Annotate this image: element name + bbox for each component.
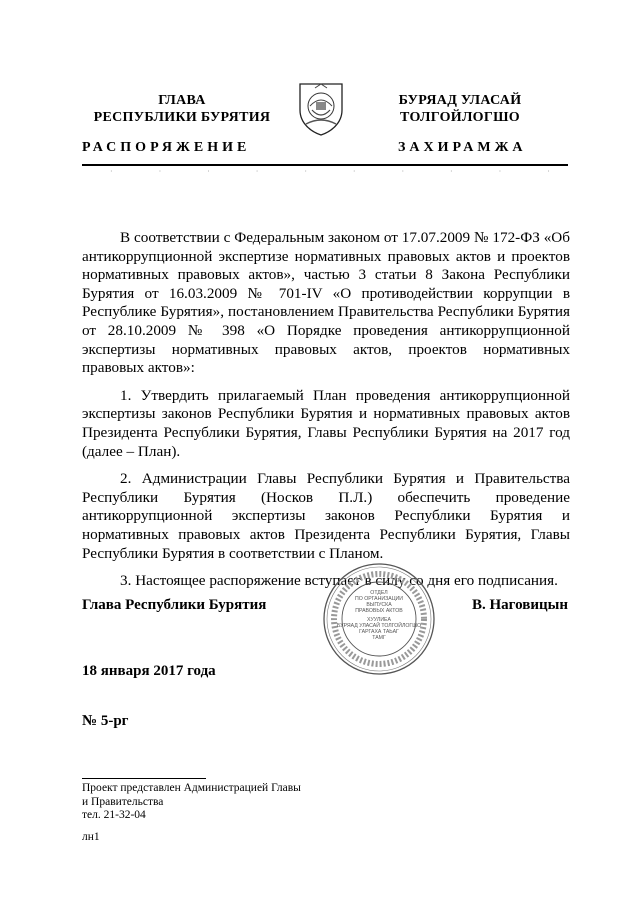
header-left-line1: ГЛАВА [158, 93, 206, 108]
svg-text:ВЫПУСКА: ВЫПУСКА [366, 602, 392, 608]
coat-of-arms-icon [296, 80, 346, 136]
header-right-line2: ТОЛГОЙЛОГШО [400, 110, 520, 125]
footer-line-3: тел. 21-32-04 [82, 809, 146, 821]
header-right-line1: БУРЯАД УЛАСАЙ [398, 93, 522, 108]
svg-text:ХУУЛИЕА: ХУУЛИЕА [367, 617, 391, 623]
header-divider [82, 164, 568, 166]
header-left-line2: РЕСПУБЛИКИ БУРЯТИЯ [93, 110, 271, 125]
footer-rule [82, 778, 206, 779]
item-3-paragraph: 3. Настоящее распоряжение вступает в силу со дня его подписания. [120, 572, 558, 590]
signatory-name: В. Наговицын [472, 597, 568, 613]
footer-line-1: Проект представлен Администрацией Главы [82, 782, 301, 794]
item-2-paragraph: 2. Администрации Главы Республики Бурятия и Правительства Республики Бурятия (Носков П.Л.) обеспечить проведение антикоррупционной экспертизы законов Республики Бурятия и нормативных правовых актов Президента Республики Бурятия, Главы Республики Бурятия в соответствии с Планом. [82, 470, 570, 562]
svg-text:ПО ОРГАНИЗАЦИИ: ПО ОРГАНИЗАЦИИ [355, 596, 403, 602]
document-number: № 5-рг [82, 713, 129, 729]
form-dotted-line: · · · · · · · · · · [110, 167, 550, 176]
official-stamp-icon [322, 562, 436, 676]
svg-text:ТАМГ: ТАМГ [372, 635, 386, 641]
header-right-title [360, 92, 560, 126]
svg-text:ПРАВОВЫХ АКТОВ: ПРАВОВЫХ АКТОВ [355, 608, 403, 614]
header-left-title [82, 92, 282, 126]
doc-type-bur: ЗАХИРАМЖА [398, 140, 527, 155]
svg-text:ГАРГАХА ТАЬАГ: ГАРГАХА ТАЬАГ [359, 629, 399, 635]
footer-line-4: лн1 [82, 830, 100, 843]
svg-text:БУРЯАД УЛАСАЙ ТОЛГОЙЛОГШО: БУРЯАД УЛАСАЙ ТОЛГОЙЛОГШО [336, 623, 422, 629]
svg-text:ОТДЕЛ: ОТДЕЛ [370, 590, 388, 596]
preamble-paragraph: В соответствии с Федеральным законом от 17.07.2009 № 172-ФЗ «Об антикоррупционной экспертизе нормативных правовых актов и проектов нормативных правовых актов», частью 3 статьи 8 Закона Республики Бурятия от 16.03.2009 № 701-IV «О противодействии коррупции в Республике Бурятия», постановлением Правительства Республики Бурятия от 28.10.2009 № 398 «О Порядке проведения антикоррупционной экспертизы нормативных правовых актов, проектов нормативных правовых актов»: [82, 229, 570, 377]
footer-line-2: и Правительства [82, 795, 164, 808]
document-date: 18 января 2017 года [82, 663, 216, 679]
item-1-paragraph: 1. Утвердить прилагаемый План проведения антикоррупционной экспертизы законов Республики Бурятия и нормативных правовых актов Президента Республики Бурятия, Главы Республики Бурятия на 2017 год (далее – План). [82, 386, 570, 460]
doc-type-ru: РАСПОРЯЖЕНИЕ [82, 140, 251, 155]
document-body [82, 229, 570, 591]
footer-note [82, 782, 301, 844]
signatory-position: Глава Республики Бурятия [82, 597, 267, 613]
